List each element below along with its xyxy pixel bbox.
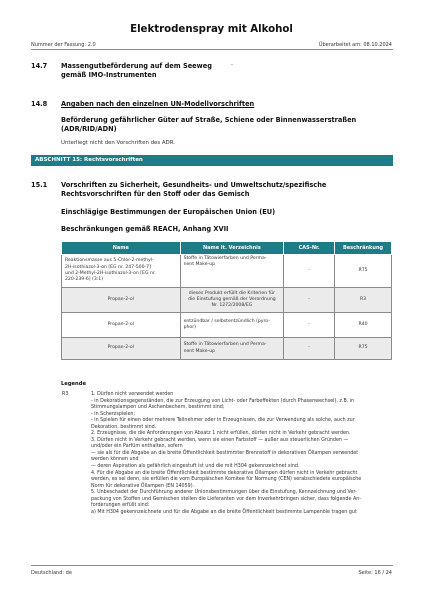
cell-name: Propan-2-ol <box>62 313 181 338</box>
legend-heading: Legende <box>61 381 86 387</box>
section-15-1-title <box>61 181 326 199</box>
section-15-1-line-1: Vorschriften zu Sicherheit, Gesundheits- und Umweltschutz/spezifische <box>61 181 327 189</box>
legend-line: - in Spielen für einen oder mehrere Teilnehmer oder in Erzeugnissen, die zur Verwendung als solche, auch zur <box>91 418 355 424</box>
section-14-8-note: Unterliegt nicht den Vorschriften des ADR. <box>61 140 175 146</box>
section-14-8-sub-line-1: Beförderung gefährlicher Güter auf Straße, Schiene oder Binnenwasserstraßen <box>61 116 357 124</box>
cell-name: Propan-2-ol <box>62 338 181 360</box>
cell-text: Nr. 1272/2008/EG <box>211 303 253 309</box>
cell-name <box>62 255 181 288</box>
section-14-7-value: - <box>231 62 233 68</box>
cell-text: 220-239-6] (3:1) <box>65 277 104 283</box>
header-divider <box>31 49 393 50</box>
legend-line: 2. Erzeugnisse, die die Anforderungen von Absatz 1 nicht erfüllen, dürfen nicht in Verkehr gebracht werden. <box>91 431 351 437</box>
legend-line: und/oder ein Parfüm enthalten, sofern <box>91 444 183 450</box>
section-14-7-line-1: Massengutbeförderung auf dem Seeweg <box>61 62 212 70</box>
legend-line: 5. Unbeschadet der Durchführung anderer Unionsbestimmungen über die Einstufung, Kennzeichnung und Ver- <box>91 490 357 496</box>
legend-line: — sie als für die Abgabe an die breite Öffentlichkeit bestimmter Brennstoff in dekorativen Öllampen verwendet <box>91 450 359 456</box>
eu-provisions-heading: Einschlägige Bestimmungen der Europäischen Union (EU) <box>61 208 276 216</box>
cell-restriction: R75 <box>335 255 392 288</box>
section-14-8-heading: Angaben nach den einzelnen UN-Modellvorschriften <box>61 100 255 108</box>
footer-page-number: Seite: 16 / 24 <box>358 570 392 576</box>
legend-line: werden können und <box>91 457 139 463</box>
section-15-1-number: 15.1 <box>31 181 48 189</box>
version-number: Nummer der Fassung: 2.0 <box>31 42 96 48</box>
legend-line: packung von Stoffen und Gemischen stellen die Lieferanten vor dem Inverkehrbringen sicher, dass folgende An- <box>91 496 362 502</box>
cell-cas: - <box>284 338 335 360</box>
legend-line: Stimmungslampen und Aschenbechern, bestimmt sind; <box>91 405 225 411</box>
column-header-name: Name <box>62 242 181 255</box>
section-14-8-sub-line-2: (ADR/RID/ADN) <box>61 125 117 134</box>
cell-restriction: R75 <box>335 338 392 360</box>
column-header-cas: CAS-Nr. <box>284 242 335 255</box>
legend-line: 4. Für die Abgabe an die breite Öffentlichkeit bestimmte dekorative Öllampen dürfen nicht in Verkehr gebracht <box>91 470 358 476</box>
cell-text: und 2-Methyl-2H-isothiazol-3-on [EG nr. <box>65 271 156 276</box>
legend-line: — deren Aspiration als gefährlich eingestuft ist und die mit H304 gekennzeichnet sind. <box>91 464 300 470</box>
footer-country: Deutschland: de <box>31 570 72 576</box>
table-row <box>62 313 392 338</box>
cell-text: Stoffe in Tätowierfarben und Perma- <box>183 342 267 348</box>
legend-line: Norm für dekorative Öllampen (EN 14059). <box>91 483 195 489</box>
legend-line: forderungen erfüllt sind: <box>91 503 150 509</box>
cell-cas: - <box>284 288 335 313</box>
cell-list-name <box>180 255 284 288</box>
legend-line: Dekoration, bestimmt sind. <box>91 424 157 430</box>
legend-code: R3 <box>62 392 69 397</box>
cell-cas: - <box>284 255 335 288</box>
revision-date: Überarbeitet am: 08.10.2024 <box>318 42 392 48</box>
table-header-row <box>62 242 392 255</box>
legend-line: 1. Dürfen nicht verwendet werden <box>91 392 174 397</box>
cell-text: 2H-isothiazol-3-on [EG nr. 247-500-7] <box>65 264 151 270</box>
cell-text: phor) <box>183 325 196 330</box>
cell-text: nent Make-up <box>183 262 216 268</box>
section-14-7-number: 14.7 <box>31 62 48 70</box>
cell-text: Stoffe in Tätowierfarben und Perma- <box>183 256 267 261</box>
cell-list-name <box>180 288 284 313</box>
cell-list-name <box>180 313 284 338</box>
reach-restrictions-table <box>61 241 392 360</box>
document-title: Elektrodenspray mit Alkohol <box>130 24 293 35</box>
table-row <box>62 288 392 313</box>
section-14-7-line-2: gemäß IMO-Instrumenten <box>61 71 157 80</box>
section-14-8-number: 14.8 <box>31 100 48 108</box>
section-15-1-line-2: Rechtsvorschriften für den Stoff oder das Gemisch <box>61 190 250 199</box>
legend-line: - in Scherzspielen; <box>91 411 136 417</box>
cell-cas: - <box>284 313 335 338</box>
cell-text: dieses Produkt erfüllt die Kriterien für <box>188 290 276 296</box>
cell-text: entzündbar / selbstentzündlich (pyro- <box>183 318 270 324</box>
footer-divider <box>31 565 393 566</box>
cell-list-name <box>180 338 284 360</box>
section-15-banner: ABSCHNITT 15: Rechtsvorschriften <box>31 155 393 166</box>
cell-restriction: R40 <box>335 313 392 338</box>
cell-restriction: R3 <box>335 288 392 313</box>
legend-line: - in Dekorationsgegenständen, die zur Erzeugung von Licht- oder Farbeffekten (durch Phasenwechsel), z.B. in <box>91 398 355 404</box>
cell-text: nent Make-up <box>183 348 216 354</box>
cell-text: die Einstufung gemäß der Verordnung <box>188 296 276 302</box>
cell-name: Propan-2-ol <box>62 288 181 313</box>
legend-line: 3. Dürfen nicht in Verkehr gebracht werden, wenn sie einen Farbstoff — außer aus steuerlichen Gründen — <box>91 437 349 443</box>
section-14-8-subheading <box>61 116 356 134</box>
column-header-list-name: Name lt. Verzeichnis <box>180 242 284 255</box>
legend-text <box>91 392 391 516</box>
cell-text: Reaktionsmasse aus 5-Chlor-2-methyl- <box>65 258 154 264</box>
table-row <box>62 255 392 288</box>
reach-restrictions-heading: Beschränkungen gemäß REACH, Anhang XVII <box>61 225 229 233</box>
section-14-7-title <box>61 62 212 80</box>
legend-line: a) Mit H304 gekennzeichnete und für die Abgabe an die breite Öffentlichkeit bestimmte Lampenöle tragen gut <box>91 509 357 515</box>
table-row <box>62 338 392 360</box>
column-header-restriction: Beschränkung <box>335 242 392 255</box>
legend-line: werden, es sei denn, sie erfüllen die vom Europäischen Komitee für Normung (CEN) verabschiedete europäische <box>91 477 362 483</box>
